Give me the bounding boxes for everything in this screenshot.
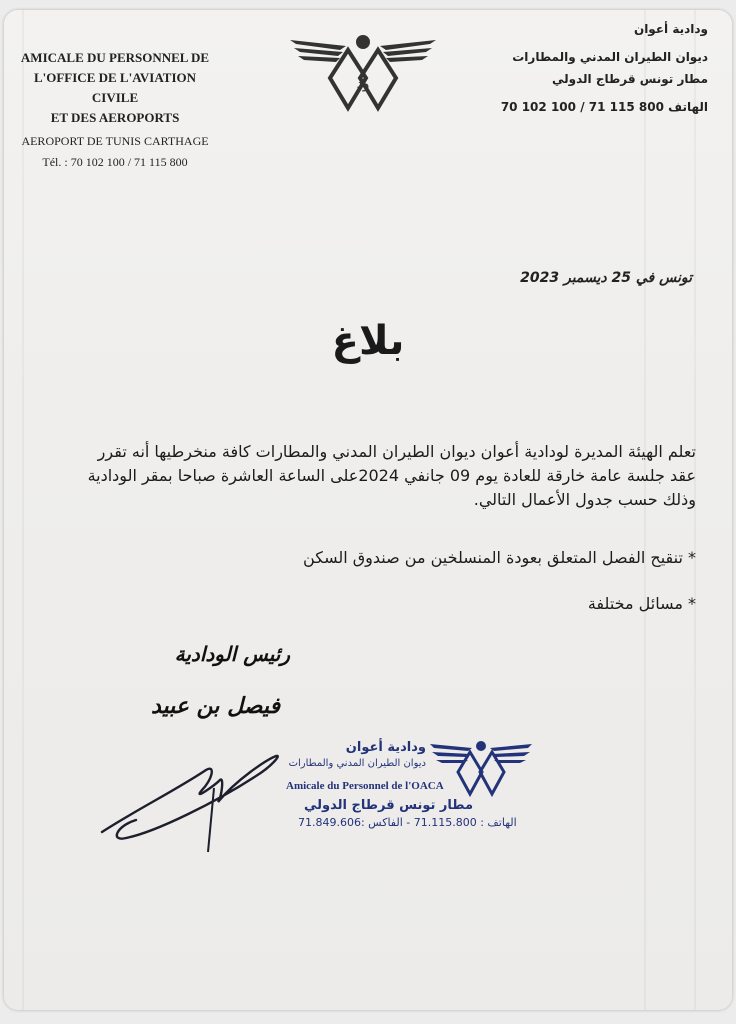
svg-text:ود: ود [356, 76, 370, 92]
stamp-ar-line1: ودادية أعوان [345, 740, 426, 755]
document-title: بلاغ [331, 318, 405, 364]
header-ar-line1: ودادية أعوان [633, 22, 708, 36]
header-arabic [468, 18, 708, 118]
oaca-logo-icon [288, 30, 438, 114]
stamp-fr-line: Amicale du Personnel de l'OACA [286, 780, 444, 792]
header-ar-phone: الهاتف 800 115 71 / 100 102 70 [500, 100, 708, 114]
signatory-name: فيصل بن عبيد [150, 694, 280, 719]
header-ar-line2: ديوان الطيران المدني والمطارات [512, 50, 708, 64]
header-fr-line4: AEROPORT DE TUNIS CARTHAGE [21, 134, 209, 148]
header-ar-line3: مطار تونس قرطاج الدولي [552, 72, 708, 86]
header-fr-line2: L'OFFICE DE L'AVIATION CIVILE [33, 70, 197, 105]
agenda-item-1: * تنقيح الفصل المتعلق بعودة المنسلخين من صندوق السكن [303, 548, 696, 567]
agenda-item-2: * مسائل مختلفة [587, 594, 696, 613]
header-fr-line3: ET DES AEROPORTS [50, 110, 180, 125]
header-fr-phone: Tél. : 70 102 100 / 71 115 800 [42, 155, 188, 169]
stamp-ar-line2: ديوان الطيران المدني والمطارات [288, 758, 426, 769]
handwritten-signature [96, 740, 286, 860]
signatory-title: رئيس الودادية [174, 642, 290, 666]
header-french [10, 48, 220, 172]
header-fr-line1: AMICALE DU PERSONNEL DE [20, 50, 210, 65]
stamp-phone: الهاتف : 71.115.800 - الفاكس :71.849.606 [298, 816, 517, 829]
document-date: تونس في 25 ديسمبر 2023 [520, 270, 692, 286]
official-stamp [280, 736, 540, 844]
document-body [70, 440, 696, 512]
stamp-ar-line3: مطار تونس قرطاج الدولي [304, 798, 473, 813]
body-paragraph: تعلم الهيئة المديرة لودادية أعوان ديوان الطيران المدني والمطارات كافة منخرطيها أنه تقرر عقد جلسة عامة خارقة للعادة يوم 09 جانفي 2024على الساعة العاشرة صباحا بمقر الودادية وذلك حسب جدول الأعمال التالي. [87, 442, 696, 509]
